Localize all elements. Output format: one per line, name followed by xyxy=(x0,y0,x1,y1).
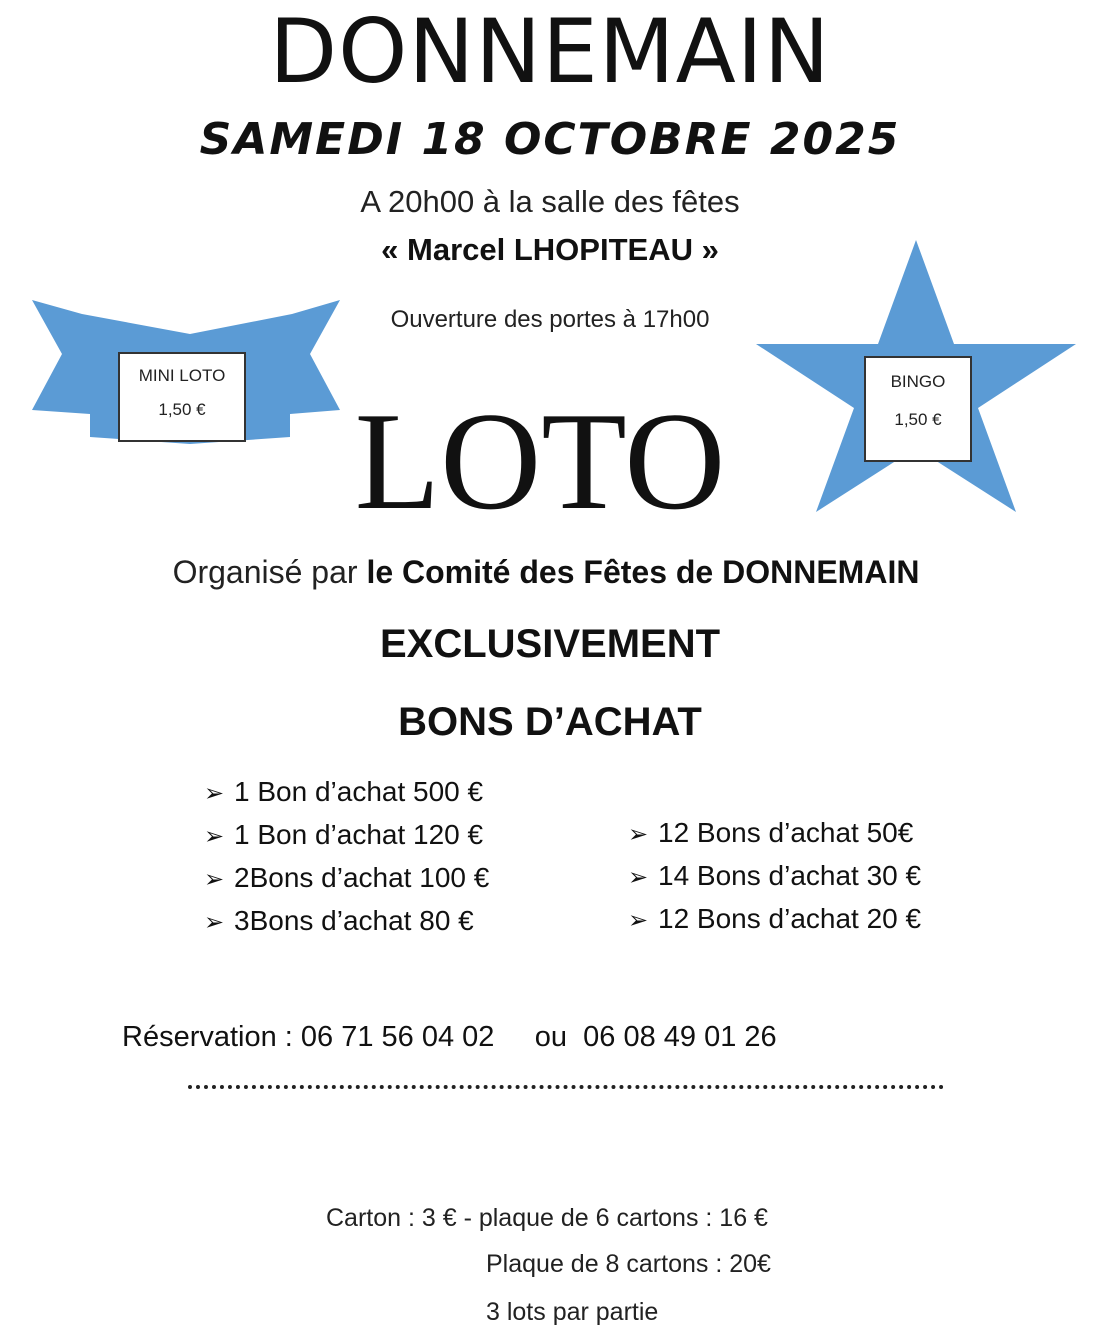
event-date: SAMEDI 18 OCTOBRE 2025 xyxy=(199,114,901,165)
bingo-label: BINGO xyxy=(890,372,946,391)
pricing-line-2: Plaque de 8 cartons : 20€ xyxy=(486,1250,771,1278)
pricing-line-1: Carton : 3 € - plaque de 6 cartons : 16 € xyxy=(326,1204,768,1232)
list-item: ➢ 12 Bons d’achat 50€ xyxy=(628,812,921,855)
reservation-line xyxy=(122,1018,777,1056)
dotted-divider xyxy=(188,1085,944,1089)
pricing-line-3: 3 lots par partie xyxy=(486,1298,659,1326)
headline-vouchers: BONS D’ACHAT xyxy=(398,700,702,744)
arrow-bullet-icon: ➢ xyxy=(628,864,649,891)
bingo-price: 1,50 € xyxy=(894,410,942,429)
reservation-or: ou xyxy=(534,1021,567,1053)
arrow-bullet-icon: ➢ xyxy=(628,821,649,848)
list-item: ➢ 1 Bon d’achat 120 € xyxy=(204,814,489,857)
list-item: ➢ 12 Bons d’achat 20 € xyxy=(628,898,921,941)
headline-exclusive: EXCLUSIVEMENT xyxy=(379,622,721,666)
main-title: LOTO xyxy=(354,384,726,539)
event-time-location: A 20h00 à la salle des fêtes xyxy=(360,184,740,219)
venue-name: « Marcel LHOPITEAU » xyxy=(381,232,719,267)
arrow-bullet-icon: ➢ xyxy=(204,823,225,850)
phone-number-2: 06 08 49 01 26 xyxy=(583,1021,777,1053)
village-title: DONNEMAIN xyxy=(269,0,831,103)
organizer-prefix: Organisé par xyxy=(172,554,367,590)
organizer-name: le Comité des Fêtes de DONNEMAIN xyxy=(366,554,920,590)
list-item: ➢ 3Bons d’achat 80 € xyxy=(204,900,489,943)
list-item: ➢ 14 Bons d’achat 30 € xyxy=(628,855,921,898)
arrow-bullet-icon: ➢ xyxy=(628,907,649,934)
list-item: ➢ 2Bons d’achat 100 € xyxy=(204,857,489,900)
arrow-bullet-icon: ➢ xyxy=(204,909,225,936)
organizer-line xyxy=(0,552,1092,592)
prize-list-right xyxy=(628,812,921,941)
mini-loto-label: MINI LOTO xyxy=(138,366,226,385)
phone-number-1: 06 71 56 04 02 xyxy=(300,1021,495,1053)
doors-opening: Ouverture des portes à 17h00 xyxy=(390,306,710,333)
arrow-bullet-icon: ➢ xyxy=(204,866,225,893)
reservation-label: Réservation : xyxy=(122,1021,301,1053)
prize-list-left xyxy=(204,771,489,943)
list-item: ➢ 1 Bon d’achat 500 € xyxy=(204,771,489,814)
mini-loto-price: 1,50 € xyxy=(158,400,206,419)
arrow-bullet-icon: ➢ xyxy=(204,780,225,807)
